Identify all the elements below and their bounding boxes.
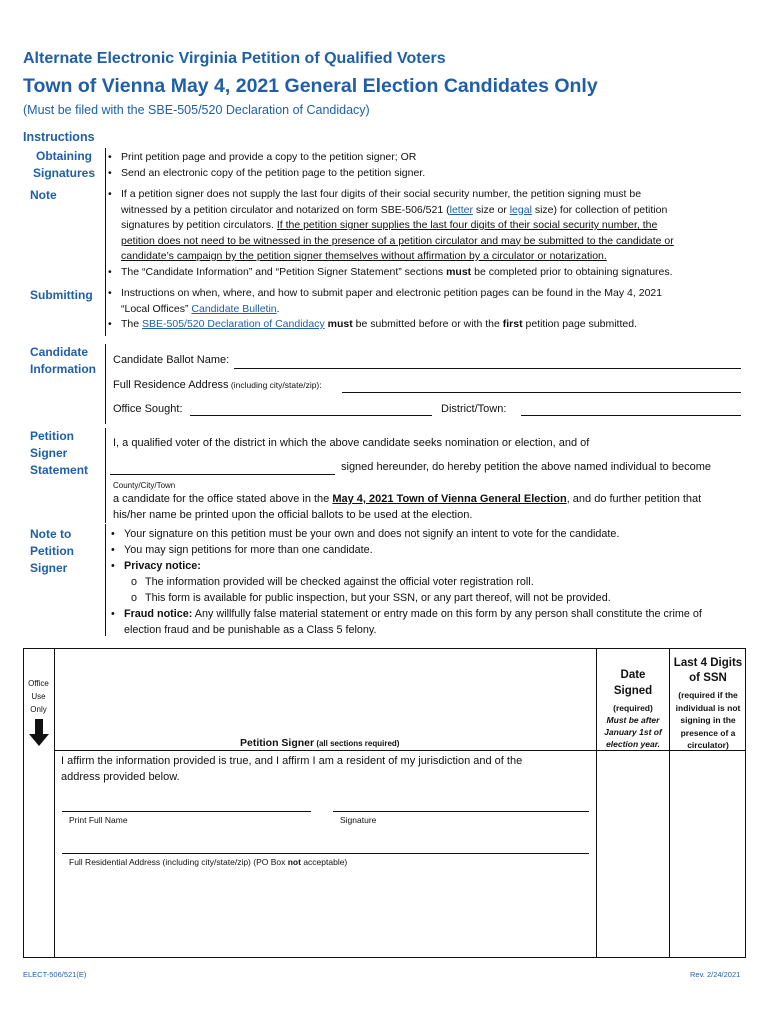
form-filing-note: (Must be filed with the SBE-505/520 Declaration of Candidacy) bbox=[23, 103, 370, 117]
declaration-of-candidacy-link[interactable]: SBE-505/520 Declaration of Candidacy bbox=[142, 318, 325, 330]
list-item: • The SBE-505/520 Declaration of Candidacy must be submitted before or with the first petition page submitted. bbox=[108, 317, 753, 333]
instructions-heading: Instructions bbox=[23, 130, 95, 144]
submitting-label-cell bbox=[23, 284, 106, 336]
legal-size-link[interactable]: legal bbox=[509, 203, 532, 216]
county-caption: County/City/Town bbox=[113, 481, 176, 490]
office-use-label: Office Use Only bbox=[28, 679, 49, 714]
revision-date: Rev. 2/24/2021 bbox=[690, 970, 741, 979]
list-item: • If a petition signer does not supply the last four digits of their social security number, the petition signing must be witnessed by a petition circulator and notarized on form SBE-506/521 (letter size or legal size) for collection of petition signatures by petition circulators. If the petition signer supplies the last four digits of their social security number, the petition does not need to be witnessed in the presence of a petition circulator and may be submitted to the candidate or candidate’s campaign by the petition signer themselves without affirmation by a circulator or notarization. bbox=[108, 187, 753, 265]
district-label: District/Town: bbox=[441, 403, 507, 415]
note-label-cell bbox=[23, 187, 106, 284]
list-item: • You may sign petitions for more than one candidate. bbox=[111, 542, 756, 558]
submitting-list bbox=[108, 286, 753, 333]
obtaining-label: Obtaining Signatures bbox=[32, 149, 95, 180]
letter-size-link[interactable]: letter bbox=[449, 203, 473, 216]
statement-line-3: a candidate for the office stated above in the May 4, 2021 Town of Vienna General Election, and do further petition that bbox=[113, 493, 702, 505]
list-item: • Print petition page and provide a copy to the petition signer; OR bbox=[108, 150, 748, 166]
office-use-divider bbox=[54, 648, 55, 958]
statement-label-cell bbox=[23, 428, 106, 523]
statement-label: Petition Signer Statement bbox=[30, 429, 89, 477]
ballot-name-label: Candidate Ballot Name: bbox=[113, 354, 230, 366]
petition-signer-header: Petition Signer (all sections required) bbox=[240, 737, 400, 749]
note-list bbox=[108, 187, 753, 280]
candidate-label-cell bbox=[23, 344, 106, 424]
date-divider bbox=[596, 648, 597, 958]
address-field[interactable] bbox=[62, 853, 589, 854]
list-item: • The “Candidate Information” and “Petition Signer Statement” sections must be completed prior to obtaining signatures. bbox=[108, 265, 753, 281]
list-item: • Your signature on this petition must be your own and does not signify an intent to vote for the candidate. bbox=[111, 526, 756, 542]
note-signer-list bbox=[111, 526, 756, 638]
residence-label: Full Residence Address (including city/state/zip): bbox=[113, 379, 322, 391]
date-signed-header: Date Signed (required) Must be after January 1st of election year. bbox=[604, 669, 662, 749]
signature-field[interactable] bbox=[333, 811, 589, 812]
list-item: election fraud and be punishable as a Class 5 felony. bbox=[124, 624, 377, 636]
note-signer-label: Note to Petition Signer bbox=[30, 527, 74, 575]
list-item: o This form is available for public inspection, but your SSN, or any part thereof, will not be provided. bbox=[111, 590, 756, 606]
ballot-name-field[interactable] bbox=[234, 368, 741, 369]
residence-field[interactable] bbox=[342, 392, 741, 393]
candidate-label: Candidate Information bbox=[30, 345, 96, 376]
ssn-header: Last 4 Digits of SSN (required if the individual is not signing in the presence of a circulator) bbox=[673, 657, 743, 750]
office-sought-label: Office Sought: bbox=[113, 403, 183, 415]
district-field[interactable] bbox=[521, 415, 741, 416]
note-label: Note bbox=[30, 188, 57, 202]
candidate-bulletin-link[interactable]: Candidate Bulletin bbox=[191, 302, 277, 315]
list-item: • Instructions on when, where, and how to submit paper and electronic petition pages can be found in the May 4, 2021 “Local Offices” Candidate Bulletin. bbox=[108, 286, 753, 317]
print-name-label: Print Full Name bbox=[69, 815, 128, 825]
statement-line-2: signed hereunder, do hereby petition the above named individual to become bbox=[341, 461, 711, 473]
submitting-label: Submitting bbox=[30, 288, 93, 302]
office-sought-field[interactable] bbox=[190, 415, 432, 416]
county-city-town-field[interactable] bbox=[110, 474, 335, 475]
list-item: • Fraud notice: Any willfully false material statement or entry made on this form by any person shall constitute the crime of bbox=[111, 606, 756, 622]
list-item: o The information provided will be checked against the official voter registration roll. bbox=[111, 574, 756, 590]
note-signer-label-cell bbox=[23, 524, 106, 636]
list-item: • Send an electronic copy of the petition page to the petition signer. bbox=[108, 166, 748, 182]
obtaining-label-cell bbox=[23, 148, 106, 190]
form-id: ELECT-506/521(E) bbox=[23, 970, 87, 979]
affirmation-text: I affirm the information provided is true, and I affirm I am a resident of my jurisdiction and of the address provided below. bbox=[61, 755, 523, 783]
address-label: Full Residential Address (including city/state/zip) (PO Box not acceptable) bbox=[69, 857, 348, 867]
signature-label: Signature bbox=[340, 815, 377, 825]
statement-line-1: I, a qualified voter of the district in which the above candidate seeks nomination or election, and of bbox=[113, 437, 590, 449]
form-title: Alternate Electronic Virginia Petition of Qualified Voters bbox=[23, 50, 446, 67]
form-subtitle-election: Town of Vienna May 4, 2021 General Election Candidates Only bbox=[23, 75, 598, 97]
list-item: • Privacy notice: bbox=[111, 558, 756, 574]
arrow-down-icon bbox=[29, 719, 49, 747]
print-name-field[interactable] bbox=[62, 811, 311, 812]
obtaining-list bbox=[108, 150, 748, 181]
header-divider bbox=[54, 750, 746, 751]
statement-line-4: his/her name be printed upon the official ballots to be used at the election. bbox=[113, 509, 473, 521]
